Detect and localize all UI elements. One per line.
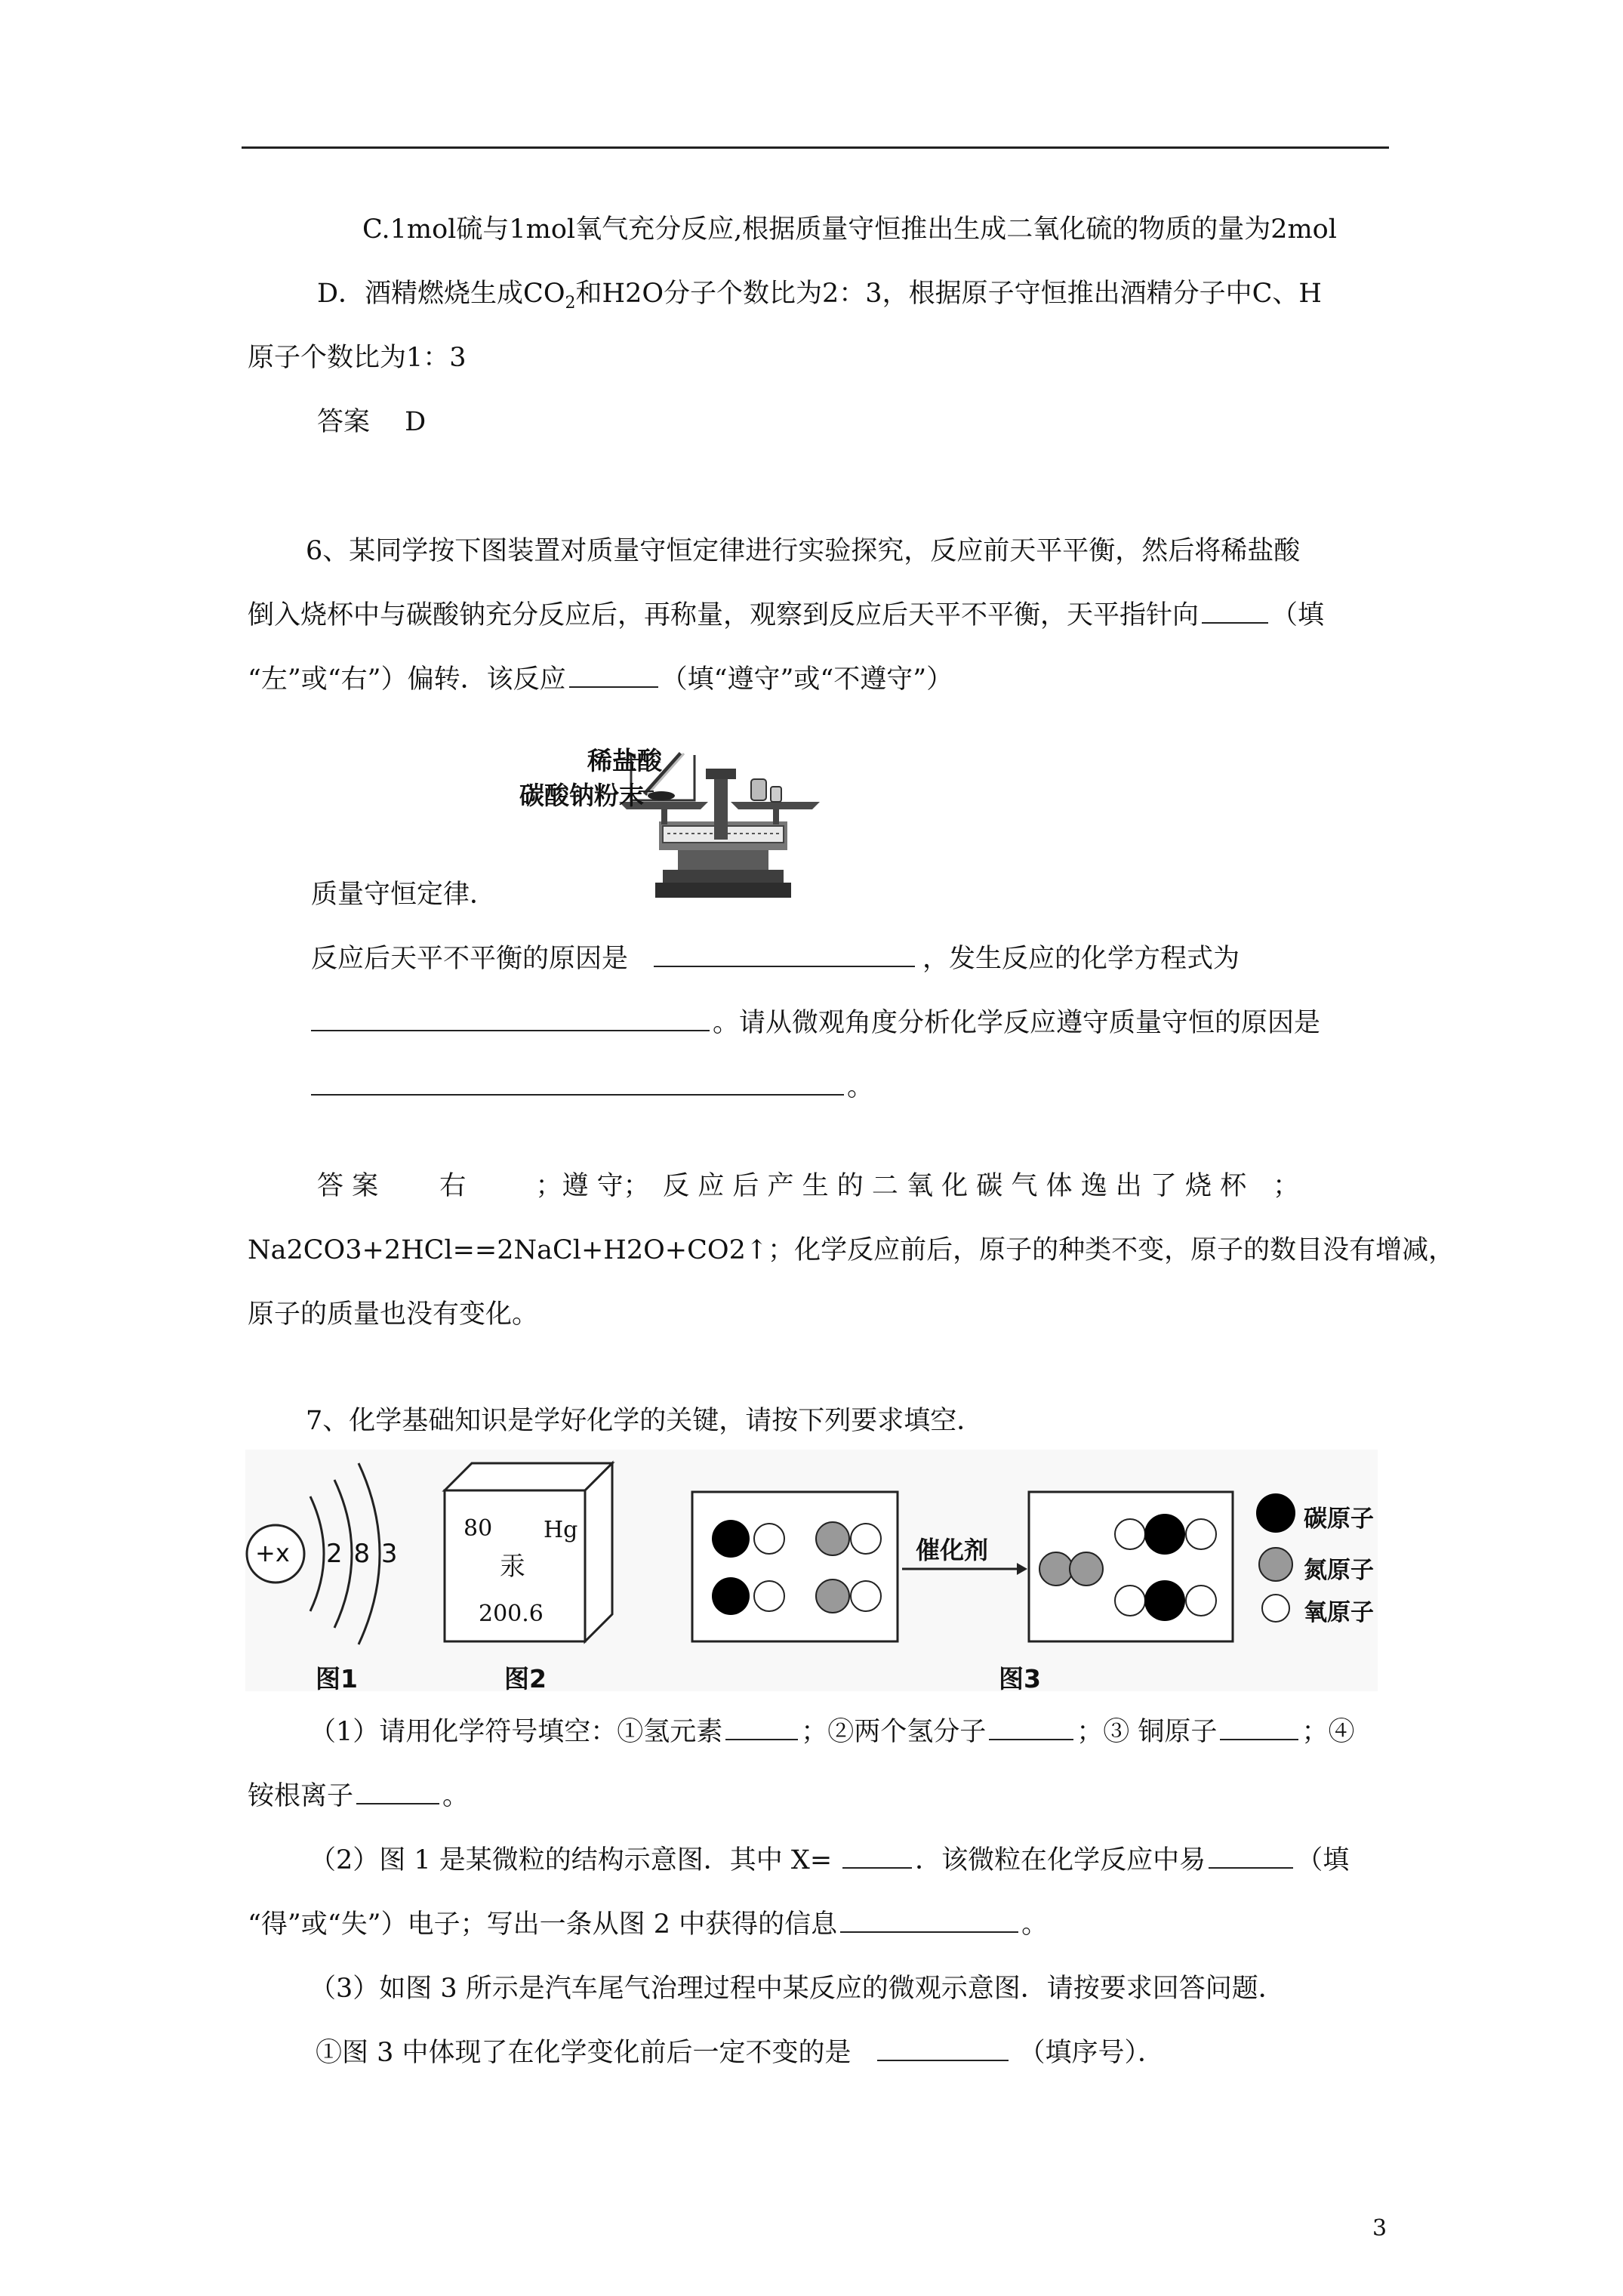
legend-carbon-label: 碳原子 xyxy=(1304,1505,1374,1533)
option-d xyxy=(317,277,1322,320)
question-6-text: 反应后天平不平衡的原因是 xyxy=(311,944,629,974)
answer-blank[interactable] xyxy=(1209,1845,1293,1869)
question-7-text: 。 xyxy=(442,1781,470,1811)
answer-blank[interactable] xyxy=(1202,599,1268,624)
balance-base xyxy=(655,849,791,898)
figure-3-label: 图3 xyxy=(999,1664,1041,1693)
question-6-text: 。 xyxy=(847,1072,874,1102)
question-6-line-4: 质量守恒定律． xyxy=(311,880,497,910)
question-7-text: （填序号）． xyxy=(1018,2038,1165,2068)
question-6-text: “左”或“右”）偏转．该反应 xyxy=(248,664,566,695)
question-7-text: “得”或“失”）电子；写出一条从图 2 中获得的信息 xyxy=(248,1909,838,1940)
question-6-text: 倒入烧杯中与碳酸钠充分反应后，再称量，观察到反应后天平不平衡，天平指针向 xyxy=(248,600,1200,630)
figure-2-label: 图2 xyxy=(504,1664,547,1693)
element-atomic-mass: 200.6 xyxy=(479,1601,544,1627)
figure-1-label: 图1 xyxy=(316,1664,358,1693)
question-7-text: 铵根离子 xyxy=(248,1781,354,1811)
question-6-text: （填“遵守”或“不遵守”） xyxy=(661,664,953,695)
question-7-text: ；②两个氢分子 xyxy=(801,1717,987,1747)
balance-apparatus-figure xyxy=(519,725,912,906)
question-7-title: 7、化学基础知识是学好化学的关键，请按下列要求填空． xyxy=(306,1406,984,1436)
question-7-text: 。 xyxy=(1021,1909,1049,1940)
answer-blank[interactable] xyxy=(1220,1716,1298,1740)
question-6-text: ，发生反应的化学方程式为 xyxy=(922,944,1240,974)
electron-shell-counts: 2 8 3 xyxy=(326,1539,398,1569)
question-7-figures xyxy=(245,1450,1378,1691)
answer-6-line-3: 原子的质量也没有变化。 xyxy=(248,1299,539,1330)
answer-blank[interactable] xyxy=(842,1845,912,1869)
answer-blank[interactable] xyxy=(569,664,658,688)
answer-blank[interactable] xyxy=(311,1071,844,1096)
answer-blank[interactable] xyxy=(725,1716,798,1740)
answer-blank[interactable] xyxy=(311,1007,710,1031)
question-6-text: （填 xyxy=(1271,600,1325,630)
answer-blank[interactable] xyxy=(654,943,915,967)
catalyst-label: 催化剂 xyxy=(916,1536,989,1564)
question-6-line-2 xyxy=(248,599,1324,632)
header-rule xyxy=(242,146,1389,149)
element-name: 汞 xyxy=(500,1552,525,1582)
right-pan xyxy=(731,802,820,824)
label-dilute-hcl: 稀盐酸 xyxy=(587,746,662,775)
question-7-2-line-2 xyxy=(248,1908,1048,1941)
page-number: 3 xyxy=(1372,2215,1387,2242)
question-7-1-line-2 xyxy=(248,1780,469,1813)
question-7-text: ；③ 铜原子 xyxy=(1076,1717,1218,1747)
answer-5: 答案 D xyxy=(317,407,427,437)
element-atomic-number: 80 xyxy=(463,1515,493,1542)
question-6-text: 。请从微观角度分析化学反应遵守质量守恒的原因是 xyxy=(713,1008,1321,1038)
answer-blank[interactable] xyxy=(356,1780,439,1804)
question-7-2-line-1 xyxy=(310,1844,1349,1877)
question-7-text: ；④ xyxy=(1301,1717,1355,1747)
answer-blank[interactable] xyxy=(877,2037,1009,2061)
question-6-line-5 xyxy=(311,942,1240,975)
question-6-line-7 xyxy=(311,1071,873,1104)
answer-6-line-2: Na2CO3+2HCl==2NaCl+H2O+CO2↑；化学反应前后，原子的种类不变，原子的数目没有增减， xyxy=(248,1235,1455,1265)
question-6-line-3 xyxy=(248,663,953,696)
question-7-text: ．该微粒在化学反应中易 xyxy=(915,1845,1206,1875)
option-c: C.1mol硫与1mol氧气充分反应,根据质量守恒推出生成二氧化硫的物质的量为2mol xyxy=(362,214,1337,245)
question-7-3-1 xyxy=(316,2036,1164,2069)
question-7-text: ①图 3 中体现了在化学变化前后一定不变的是 xyxy=(316,2038,852,2068)
element-symbol: Hg xyxy=(544,1517,578,1543)
question-7-text: （1）请用化学符号填空：①氢元素 xyxy=(310,1717,723,1747)
question-7-1-line-1 xyxy=(310,1715,1354,1749)
legend-nitrogen-label: 氮原子 xyxy=(1304,1557,1374,1584)
label-sodium-carbonate: 碳酸钠粉末 xyxy=(519,781,644,810)
question-7-text: （2）图 1 是某微粒的结构示意图．其中 X= xyxy=(310,1845,833,1875)
option-d-text-a: D．酒精燃烧生成CO xyxy=(317,279,565,309)
question-6-line-1: 6、某同学按下图装置对质量守恒定律进行实验探究，反应前天平平衡，然后将稀盐酸 xyxy=(306,536,1301,566)
option-d-continued: 原子个数比为1：3 xyxy=(248,343,467,373)
question-7-3: （3）如图 3 所示是汽车尾气治理过程中某反应的微观示意图．请按要求回答问题． xyxy=(310,1974,1285,2004)
answer-blank[interactable] xyxy=(989,1716,1073,1740)
question-7-text: （填 xyxy=(1296,1845,1350,1875)
legend-oxygen-label: 氧原子 xyxy=(1304,1599,1374,1626)
option-d-subscript: 2 xyxy=(565,294,576,313)
answer-blank[interactable] xyxy=(840,1909,1018,1933)
atom-nucleus-label: +x xyxy=(255,1539,290,1567)
question-6-line-6 xyxy=(311,1006,1320,1040)
weights xyxy=(751,779,781,802)
option-d-text-b: 和H2O分子个数比为2：3，根据原子守恒推出酒精分子中C、H xyxy=(575,279,1322,309)
answer-6-line-1: 答 案 右 ；遵 守； 反 应 后 产 生 的 二 氧 化 碳 气 体 逸 出 了 烧 杯 ； xyxy=(317,1171,1300,1201)
